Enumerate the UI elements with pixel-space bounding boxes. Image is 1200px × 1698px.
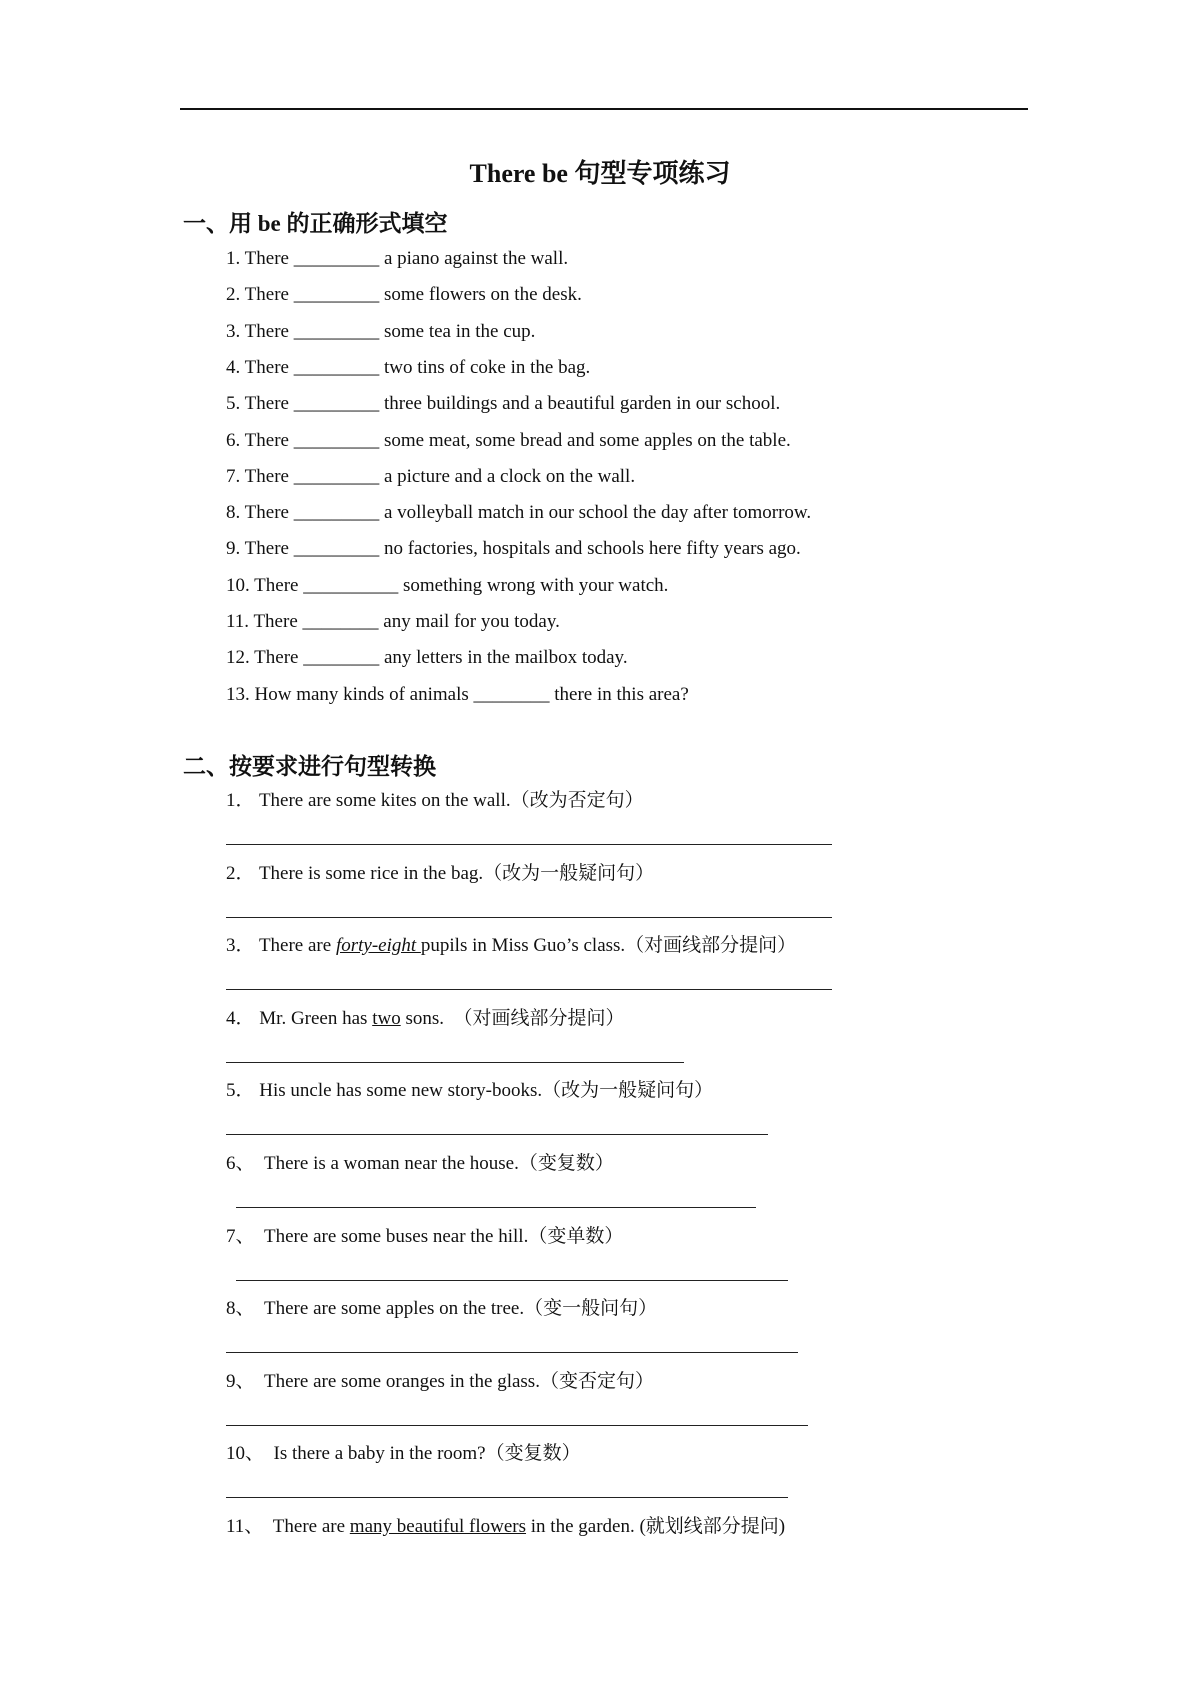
fill-blank-item [226,609,560,635]
fill-blank-item [226,536,801,562]
answer-line[interactable] [226,1062,684,1063]
transform-item [226,1296,657,1322]
answer-line[interactable] [236,1207,756,1208]
answer-line[interactable] [226,917,832,918]
item-number: 8. There [226,502,289,524]
underlined-phrase: two [372,1007,401,1029]
item-text: no factories, hospitals and schools here fifty years ago. [383,538,801,560]
item-number: 10. There [226,574,299,596]
item-text: There are some kites on the wall.（改为否定句） [258,790,644,811]
item-number: 1. There [226,248,289,269]
fill-blank-item [226,682,689,708]
answer-blank: _________ [293,465,380,487]
transform-item [226,1441,581,1467]
item-text: There are some apples on the tree.（变一般问句） [264,1298,658,1320]
fill-blank-item [226,573,668,599]
answer-blank: ________ [302,611,379,632]
item-number: 11. There [226,611,298,632]
answer-blank: _________ [293,429,380,451]
answer-line[interactable] [226,1352,798,1353]
fill-blank-item [226,282,582,308]
item-text: His uncle has some new story-books.（改为一般疑问句） [259,1080,714,1102]
transform-item [226,1078,713,1104]
answer-blank: _________ [293,320,380,342]
transform-item [226,788,644,814]
italic-underlined-phrase [336,935,421,956]
item-text: any letters in the mailbox today. [383,647,628,669]
item-prefix: 13. How many kinds of animals [226,683,469,705]
item-number: 5． [226,1080,255,1102]
item-text: a piano against the wall. [383,248,569,269]
fill-blank-item [226,355,590,381]
underlined-phrase: many beautiful flowers [349,1516,527,1537]
answer-line[interactable] [236,1280,788,1281]
item-number: 9、 [226,1370,255,1392]
item-text: There is a woman near the house.（变复数） [264,1153,614,1174]
item-text: something wrong with your watch. [402,574,669,596]
item-text: Is there a baby in the room?（变复数） [273,1443,581,1465]
item-number: 8、 [226,1298,255,1320]
item-number: 6. There [226,429,289,451]
item-text: some flowers on the desk. [383,284,582,306]
item-number: 7. There [226,465,289,487]
item-text: There are [258,935,336,957]
fill-blank-item [226,246,568,272]
item-text: pupils in Miss Guo’s class.（对画线部分提问） [420,935,797,957]
answer-blank: _________ [293,248,380,269]
answer-blank: __________ [303,574,399,596]
item-number: 3． [226,935,255,957]
item-number: 2. There [226,284,289,306]
answer-line[interactable] [226,989,832,990]
fill-blank-item [226,391,780,417]
item-text: There are some buses near the hill.（变单数） [264,1225,624,1247]
item-number: 4． [226,1007,255,1029]
item-text: any mail for you today. [383,611,560,632]
item-text: in the garden. (就划线部分提问) [526,1516,786,1537]
answer-blank: _________ [293,356,380,378]
transform-item [226,933,796,959]
item-text: some meat, some bread and some apples on the table. [383,429,791,451]
transform-item [226,861,654,887]
section1-heading: 一、用 be 的正确形式填空 [183,211,448,236]
transform-item [226,1006,624,1032]
fill-blank-item [226,319,535,345]
answer-blank: _________ [293,502,380,524]
item-text: a picture and a clock on the wall. [383,465,636,487]
header-rule [180,108,1028,110]
item-number: 6、 [226,1153,255,1174]
item-text: Mr. Green has [259,1007,373,1029]
item-number: 11、 [226,1516,264,1537]
item-text: There are [272,1516,350,1537]
transform-item [226,1224,623,1250]
page-title: There be 句型专项练习 [469,159,731,188]
answer-line[interactable] [226,1497,788,1498]
item-number: 9. There [226,538,289,560]
answer-blank: ________ [473,683,550,705]
item-text: some tea in the cup. [383,320,536,342]
answer-line[interactable] [226,1425,808,1426]
fill-blank-item [226,428,791,454]
item-number: 5. There [226,393,289,415]
item-text: there in this area? [554,683,689,705]
transform-item [226,1514,785,1540]
item-number: 3. There [226,320,289,342]
fill-blank-item [226,645,628,671]
answer-blank: _________ [293,393,380,415]
item-number: 2． [226,862,255,884]
item-number: 12. There [226,647,299,669]
item-text: sons. （对画线部分提问） [400,1007,625,1029]
item-number: 10、 [226,1443,265,1465]
item-number: 4. There [226,356,289,378]
item-text: There are some oranges in the glass.（变否定句） [264,1370,654,1392]
transform-item [226,1151,614,1177]
fill-blank-item [226,464,635,490]
answer-line[interactable] [226,1134,768,1135]
item-number: 1． [226,790,255,811]
item-text: a volleyball match in our school the day after tomorrow. [383,502,812,524]
item-text: There is some rice in the bag.（改为一般疑问句） [258,862,655,884]
underlined-phrase: forty-eight [335,935,421,957]
answer-line[interactable] [226,844,832,845]
answer-blank: _________ [293,284,380,306]
item-number: 7、 [226,1225,255,1247]
transform-item [226,1369,654,1395]
fill-blank-item [226,500,811,526]
answer-blank: _________ [293,538,380,560]
item-text: three buildings and a beautiful garden in our school. [383,393,781,415]
answer-blank: ________ [303,647,380,669]
section2-heading: 二、按要求进行句型转换 [183,754,436,779]
item-text: two tins of coke in the bag. [383,356,591,378]
